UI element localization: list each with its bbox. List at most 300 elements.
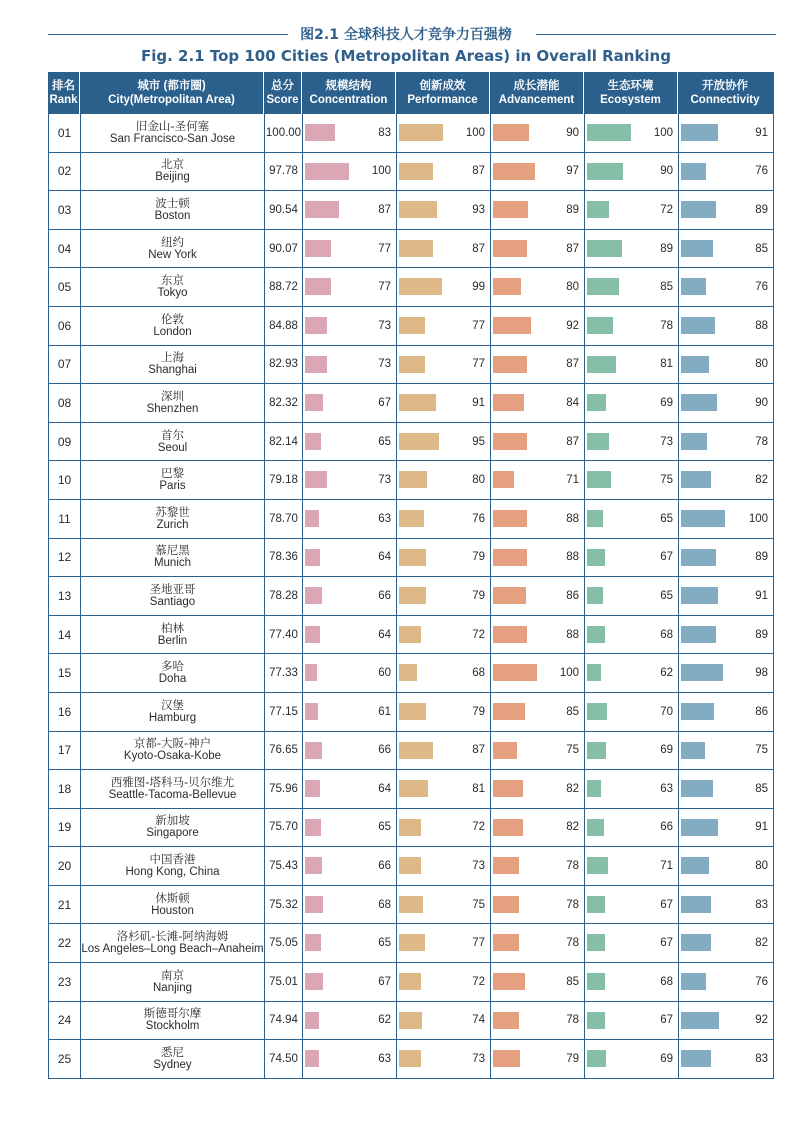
advancement-cell	[491, 423, 585, 461]
concentration-cell	[303, 1040, 397, 1078]
rank-cell: 18	[49, 770, 81, 808]
city-name-zh: 东京	[161, 273, 184, 288]
score-cell: 78.28	[265, 577, 303, 615]
performance-cell	[397, 307, 491, 345]
advancement-value: 78	[566, 860, 579, 873]
performance-value: 87	[472, 165, 485, 178]
connectivity-bar	[681, 278, 706, 295]
city-name-en: Doha	[158, 673, 187, 686]
ecosystem-cell	[585, 1040, 679, 1078]
ecosystem-cell	[585, 153, 679, 191]
ecosystem-bar	[587, 317, 613, 334]
advancement-value: 84	[566, 396, 579, 409]
city-name-zh: 首尔	[161, 427, 184, 442]
connectivity-value: 92	[755, 1014, 768, 1027]
header-ecosystem-en: Ecosystem	[600, 94, 661, 106]
advancement-cell	[491, 461, 585, 499]
score-cell: 75.96	[265, 770, 303, 808]
table-row	[48, 770, 774, 809]
advancement-value: 86	[566, 589, 579, 602]
concentration-value: 73	[378, 319, 391, 332]
performance-value: 79	[472, 705, 485, 718]
ecosystem-value: 65	[660, 589, 673, 602]
ecosystem-cell	[585, 114, 679, 152]
ecosystem-bar	[587, 664, 601, 681]
ecosystem-bar	[587, 819, 604, 836]
advancement-bar	[493, 356, 527, 373]
city-name-zh: 新加坡	[155, 813, 190, 828]
performance-bar	[399, 780, 428, 797]
connectivity-value: 89	[755, 551, 768, 564]
performance-value: 99	[472, 281, 485, 294]
connectivity-value: 85	[755, 242, 768, 255]
advancement-bar	[493, 124, 529, 141]
concentration-value: 63	[378, 512, 391, 525]
city-name-zh: 西雅图-塔科马-贝尔维尤	[110, 774, 235, 789]
ecosystem-value: 71	[660, 860, 673, 873]
advancement-cell	[491, 886, 585, 924]
connectivity-bar	[681, 433, 707, 450]
concentration-cell	[303, 268, 397, 306]
performance-value: 79	[472, 589, 485, 602]
score-cell: 75.01	[265, 963, 303, 1001]
header-rank-zh: 排名	[52, 80, 75, 92]
advancement-cell	[491, 577, 585, 615]
city-cell	[81, 770, 265, 808]
ecosystem-cell	[585, 346, 679, 384]
city-name-en: Los Angeles–Long Beach–Anaheim	[81, 943, 264, 956]
connectivity-bar	[681, 1050, 711, 1067]
concentration-cell	[303, 191, 397, 229]
ecosystem-value: 67	[660, 1014, 673, 1027]
city-name-en: Hong Kong, China	[125, 866, 220, 879]
ecosystem-bar	[587, 857, 608, 874]
score-cell: 78.36	[265, 539, 303, 577]
performance-bar	[399, 819, 421, 836]
advancement-value: 78	[566, 1014, 579, 1027]
concentration-bar	[305, 201, 339, 218]
advancement-value: 82	[566, 782, 579, 795]
performance-bar	[399, 896, 423, 913]
city-name-en: London	[153, 325, 192, 338]
concentration-bar	[305, 664, 317, 681]
table-row	[48, 847, 774, 886]
ecosystem-cell	[585, 268, 679, 306]
concentration-value: 62	[378, 1014, 391, 1027]
concentration-cell	[303, 809, 397, 847]
concentration-cell	[303, 114, 397, 152]
score-cell: 77.33	[265, 654, 303, 692]
concentration-cell	[303, 770, 397, 808]
city-name-en: Tokyo	[157, 287, 188, 300]
performance-cell	[397, 616, 491, 654]
score-cell: 82.93	[265, 346, 303, 384]
advancement-bar	[493, 510, 527, 527]
advancement-cell	[491, 191, 585, 229]
connectivity-value: 90	[755, 396, 768, 409]
advancement-bar	[493, 703, 525, 720]
city-name-zh: 深圳	[161, 388, 184, 403]
city-cell	[81, 963, 265, 1001]
ecosystem-bar	[587, 934, 605, 951]
performance-value: 72	[472, 628, 485, 641]
header-performance	[396, 72, 490, 114]
performance-cell	[397, 153, 491, 191]
rank-cell: 16	[49, 693, 81, 731]
city-name-zh: 波士顿	[155, 195, 190, 210]
performance-value: 93	[472, 203, 485, 216]
table-row	[48, 963, 774, 1002]
concentration-cell	[303, 423, 397, 461]
connectivity-bar	[681, 819, 718, 836]
score-cell: 78.70	[265, 500, 303, 538]
city-cell	[81, 153, 265, 191]
score-cell: 74.50	[265, 1040, 303, 1078]
ecosystem-cell	[585, 847, 679, 885]
rank-cell: 06	[49, 307, 81, 345]
connectivity-bar	[681, 549, 716, 566]
concentration-value: 73	[378, 358, 391, 371]
connectivity-cell	[679, 461, 773, 499]
concentration-cell	[303, 153, 397, 191]
score-cell: 77.15	[265, 693, 303, 731]
city-cell	[81, 693, 265, 731]
concentration-bar	[305, 394, 323, 411]
connectivity-bar	[681, 201, 716, 218]
rank-cell: 03	[49, 191, 81, 229]
performance-cell	[397, 500, 491, 538]
city-cell	[81, 809, 265, 847]
score-cell: 84.88	[265, 307, 303, 345]
table-row	[48, 577, 774, 616]
advancement-value: 97	[566, 165, 579, 178]
concentration-bar	[305, 471, 327, 488]
connectivity-bar	[681, 356, 709, 373]
ecosystem-value: 72	[660, 203, 673, 216]
advancement-value: 78	[566, 898, 579, 911]
concentration-bar	[305, 819, 321, 836]
advancement-bar	[493, 471, 514, 488]
table-row	[48, 539, 774, 578]
advancement-cell	[491, 114, 585, 152]
city-name-zh: 伦敦	[161, 311, 184, 326]
performance-cell	[397, 963, 491, 1001]
performance-value: 100	[465, 126, 485, 139]
advancement-cell	[491, 770, 585, 808]
advancement-cell	[491, 847, 585, 885]
performance-cell	[397, 384, 491, 422]
city-name-en: Houston	[151, 904, 194, 917]
advancement-bar	[493, 1050, 520, 1067]
performance-bar	[399, 742, 433, 759]
ecosystem-cell	[585, 191, 679, 229]
city-name-en: Sydney	[153, 1059, 192, 1072]
connectivity-bar	[681, 394, 717, 411]
connectivity-bar	[681, 896, 711, 913]
connectivity-cell	[679, 153, 773, 191]
city-name-zh: 多哈	[161, 659, 184, 674]
city-name-en: San Francisco-San Jose	[109, 132, 236, 145]
advancement-cell	[491, 1002, 585, 1040]
ecosystem-bar	[587, 356, 616, 373]
concentration-value: 65	[378, 821, 391, 834]
concentration-value: 87	[378, 203, 391, 216]
connectivity-bar	[681, 163, 706, 180]
advancement-value: 89	[566, 203, 579, 216]
concentration-value: 83	[378, 126, 391, 139]
city-name-en: Seoul	[157, 441, 188, 454]
advancement-bar	[493, 549, 527, 566]
performance-bar	[399, 356, 425, 373]
ecosystem-cell	[585, 616, 679, 654]
concentration-cell	[303, 693, 397, 731]
header-concentration	[302, 72, 396, 114]
performance-value: 81	[472, 782, 485, 795]
performance-bar	[399, 587, 426, 604]
header-score	[264, 72, 302, 114]
performance-bar	[399, 471, 427, 488]
performance-cell	[397, 346, 491, 384]
advancement-bar	[493, 317, 531, 334]
connectivity-bar	[681, 1012, 719, 1029]
rank-cell: 12	[49, 539, 81, 577]
advancement-bar	[493, 896, 519, 913]
performance-value: 68	[472, 667, 485, 680]
figure-title-en: Fig. 2.1 Top 100 Cities (Metropolitan Areas) in Overall Ranking	[141, 47, 671, 65]
concentration-bar	[305, 742, 322, 759]
city-cell	[81, 230, 265, 268]
concentration-value: 66	[378, 744, 391, 757]
performance-value: 76	[472, 512, 485, 525]
ecosystem-cell	[585, 809, 679, 847]
header-advancement-en: Advancement	[498, 94, 575, 106]
concentration-bar	[305, 549, 320, 566]
ecosystem-cell	[585, 886, 679, 924]
advancement-cell	[491, 307, 585, 345]
city-name-zh: 圣地亚哥	[149, 581, 196, 596]
advancement-value: 75	[566, 744, 579, 757]
city-name-zh: 上海	[161, 350, 184, 365]
city-cell	[81, 268, 265, 306]
ecosystem-value: 68	[660, 628, 673, 641]
rank-cell: 02	[49, 153, 81, 191]
concentration-value: 66	[378, 589, 391, 602]
ecosystem-cell	[585, 461, 679, 499]
advancement-bar	[493, 934, 519, 951]
concentration-value: 68	[378, 898, 391, 911]
ecosystem-value: 85	[660, 281, 673, 294]
concentration-bar	[305, 510, 319, 527]
ecosystem-bar	[587, 201, 609, 218]
ecosystem-cell	[585, 963, 679, 1001]
ecosystem-bar	[587, 742, 606, 759]
header-ecosystem-zh: 生态环境	[607, 80, 654, 92]
advancement-bar	[493, 587, 526, 604]
advancement-value: 85	[566, 705, 579, 718]
connectivity-cell	[679, 346, 773, 384]
concentration-value: 66	[378, 860, 391, 873]
concentration-value: 63	[378, 1053, 391, 1066]
concentration-value: 73	[378, 474, 391, 487]
concentration-bar	[305, 587, 322, 604]
advancement-cell	[491, 963, 585, 1001]
city-name-zh: 巴黎	[161, 466, 184, 481]
table-row	[48, 461, 774, 500]
city-name-en: Nanjing	[153, 981, 192, 994]
city-cell	[81, 847, 265, 885]
concentration-bar	[305, 356, 327, 373]
rank-cell: 22	[49, 924, 81, 962]
concentration-value: 64	[378, 628, 391, 641]
ecosystem-value: 63	[660, 782, 673, 795]
concentration-cell	[303, 577, 397, 615]
city-name-en: Singapore	[146, 827, 199, 840]
city-cell	[81, 461, 265, 499]
concentration-cell	[303, 307, 397, 345]
city-name-zh: 京都-大阪-神户	[133, 736, 212, 751]
concentration-bar	[305, 857, 322, 874]
performance-bar	[399, 703, 426, 720]
concentration-bar	[305, 626, 320, 643]
concentration-bar	[305, 1050, 319, 1067]
advancement-bar	[493, 819, 523, 836]
ecosystem-bar	[587, 549, 605, 566]
ecosystem-value: 69	[660, 1053, 673, 1066]
performance-value: 73	[472, 1053, 485, 1066]
concentration-cell	[303, 346, 397, 384]
ecosystem-cell	[585, 384, 679, 422]
header-connectivity-zh: 开放协作	[702, 80, 748, 92]
header-rank-en: Rank	[49, 94, 78, 106]
connectivity-cell	[679, 230, 773, 268]
advancement-value: 87	[566, 435, 579, 448]
concentration-value: 64	[378, 782, 391, 795]
performance-value: 91	[472, 396, 485, 409]
header-performance-en: Performance	[407, 94, 478, 106]
score-cell: 79.18	[265, 461, 303, 499]
advancement-cell	[491, 654, 585, 692]
concentration-cell	[303, 461, 397, 499]
advancement-value: 88	[566, 551, 579, 564]
performance-bar	[399, 510, 424, 527]
connectivity-bar	[681, 973, 706, 990]
concentration-bar	[305, 163, 349, 180]
concentration-value: 64	[378, 551, 391, 564]
concentration-bar	[305, 703, 318, 720]
concentration-value: 61	[378, 705, 391, 718]
advancement-bar	[493, 394, 524, 411]
ecosystem-bar	[587, 471, 611, 488]
score-cell: 75.43	[265, 847, 303, 885]
city-cell	[81, 423, 265, 461]
connectivity-value: 83	[755, 1053, 768, 1066]
rank-cell: 01	[49, 114, 81, 152]
city-name-zh: 北京	[161, 157, 184, 172]
city-cell	[81, 924, 265, 962]
connectivity-bar	[681, 934, 711, 951]
city-name-en: Seattle-Tacoma-Bellevue	[108, 788, 237, 801]
score-cell: 82.32	[265, 384, 303, 422]
advancement-value: 82	[566, 821, 579, 834]
city-name-en: Zurich	[156, 518, 189, 531]
header-advancement	[490, 72, 584, 114]
table-row	[48, 1002, 774, 1041]
ecosystem-cell	[585, 230, 679, 268]
connectivity-cell	[679, 809, 773, 847]
advancement-cell	[491, 732, 585, 770]
concentration-value: 67	[378, 975, 391, 988]
concentration-value: 77	[378, 242, 391, 255]
performance-value: 77	[472, 358, 485, 371]
city-name-zh: 南京	[161, 967, 184, 982]
city-name-zh: 洛杉矶-长滩-阿纳海姆	[116, 929, 229, 944]
score-cell: 76.65	[265, 732, 303, 770]
ecosystem-value: 100	[653, 126, 673, 139]
advancement-value: 85	[566, 975, 579, 988]
connectivity-bar	[681, 510, 725, 527]
performance-bar	[399, 549, 426, 566]
score-cell: 90.07	[265, 230, 303, 268]
table-row	[48, 500, 774, 539]
city-name-zh: 纽约	[161, 234, 184, 249]
connectivity-bar	[681, 587, 718, 604]
performance-cell	[397, 924, 491, 962]
table-row	[48, 654, 774, 693]
city-cell	[81, 886, 265, 924]
city-cell	[81, 616, 265, 654]
connectivity-value: 76	[755, 975, 768, 988]
performance-cell	[397, 654, 491, 692]
performance-cell	[397, 1002, 491, 1040]
city-name-zh: 汉堡	[161, 697, 184, 712]
advancement-bar	[493, 201, 528, 218]
city-name-en: New York	[148, 248, 197, 261]
advancement-bar	[493, 240, 527, 257]
connectivity-bar	[681, 240, 713, 257]
advancement-cell	[491, 539, 585, 577]
header-score-zh: 总分	[271, 80, 294, 92]
performance-cell	[397, 847, 491, 885]
performance-cell	[397, 886, 491, 924]
performance-value: 77	[472, 937, 485, 950]
header-concentration-en: Concentration	[309, 94, 388, 106]
connectivity-value: 89	[755, 203, 768, 216]
city-name-en: Boston	[154, 209, 191, 222]
connectivity-value: 98	[755, 667, 768, 680]
ecosystem-bar	[587, 587, 603, 604]
connectivity-cell	[679, 693, 773, 731]
concentration-cell	[303, 924, 397, 962]
ecosystem-value: 67	[660, 937, 673, 950]
rank-cell: 09	[49, 423, 81, 461]
connectivity-bar	[681, 742, 705, 759]
ecosystem-cell	[585, 732, 679, 770]
concentration-cell	[303, 616, 397, 654]
rank-cell: 05	[49, 268, 81, 306]
table-row	[48, 1040, 774, 1079]
ecosystem-cell	[585, 693, 679, 731]
performance-value: 75	[472, 898, 485, 911]
header-connectivity-en: Connectivity	[690, 94, 760, 106]
rank-cell: 11	[49, 500, 81, 538]
connectivity-value: 82	[755, 474, 768, 487]
ecosystem-value: 67	[660, 898, 673, 911]
table-row	[48, 346, 774, 385]
table-row	[48, 191, 774, 230]
city-cell	[81, 654, 265, 692]
rank-cell: 14	[49, 616, 81, 654]
rank-cell: 07	[49, 346, 81, 384]
